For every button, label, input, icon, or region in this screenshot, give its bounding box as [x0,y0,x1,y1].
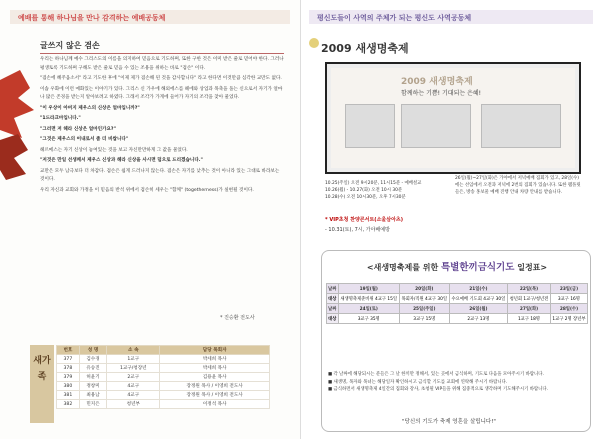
cell: 378 [57,364,80,373]
title-emphasis: 특별한끼금식기도 [441,262,515,273]
fasting-prayer-box [321,250,591,432]
table-row [57,364,270,373]
table-row [327,304,588,314]
right-page [300,0,600,439]
maple-leaf-decoration [0,70,38,190]
cell: 377 [57,355,80,364]
prayer-instructions [328,371,586,394]
date-cell: 27일(화) [508,304,551,314]
cell: 장정원 목사 / 이영희 전도사 [160,382,270,391]
table-row [57,373,270,382]
author: * 진승환 전도사 [220,315,255,321]
fasting-prayer-title: <새생명축제를 위한 특별한끼금식기도 일정표> [366,262,548,273]
cell: 유승진 [79,364,106,373]
table-row [327,294,588,304]
col-header: 성 명 [79,346,106,355]
quote: "저것은 만일 선생께서 제우스 신상과 헤라 신상을 사시면 덤으로 드리겠습니다." [40,158,203,163]
target-cell: 1교구 2명 장년부 [550,314,587,324]
target-cell: 1교구 18명 [508,314,551,324]
date-cell: 21일(수) [449,284,507,294]
row-label: 대상 [327,294,339,304]
col-header: 담당 목회자 [160,346,270,355]
target-cell: 2교구 13명 [449,314,507,324]
bullet-item: ■ 각 날짜에 해당되시는 분들은 그 날 한끼만 정해서, 있는 곳에서 금식하며, 기도로 다음을 모아주시기 바랍니다. [328,372,544,377]
target-cell: 3교구 16명 [550,294,587,304]
title-post: 일정표 [517,263,541,272]
festival-poster [325,62,581,174]
col-header: 소 속 [107,346,160,355]
table-row [57,355,270,364]
column-title: 글쓰지 않은 겸손 [40,40,284,54]
cell: 민지은 [79,400,106,409]
target-cell: 3교구 15명 [399,314,449,324]
row-label: 날짜 [327,284,339,294]
target-cell: 3교구 35명 [338,314,399,324]
cell: 381 [57,391,80,400]
left-header: 예배를 통해 하나님을 만나 감격하는 예배공동체 [10,10,290,24]
cell: 2교구 [107,373,160,382]
vip-concert-note: * VIP초청 찬양콘서트(소울삼아츠) [325,217,404,223]
cell: 김수경 [79,355,106,364]
bullet-text: 새생명, 목자와 목녀는 해당일자 확인하시고 금식할 기도를 교회에 연락해 주시기 바랍니다. [333,379,508,385]
festival-description: 26일(월)~27일(화)은 가야에서 저녁예배 집회가 있고, 28일(수)에는 선임에서 오전과 저녁에 2번의 집회가 있습니다. 또한 팸플릿들은, 방송 홍보물 예배 진행 안내 차량 안내를 받습니다. [455,176,581,195]
info-line: 10.28(수) 오전 10시30분, 오후 7시30분 [325,195,406,200]
date-cell: 22일(목) [508,284,551,294]
festival-schedule-info [325,180,449,201]
paragraph: 헤르메스는 자기 신상이 놓여있는 것을 보고 자신만만하게 그 값을 물었다. [40,147,188,153]
poster-photo [345,104,395,148]
paragraph: 우리 자신과 교회와 가정을 이 믿음의 반석 위에서 겸손히 세우는 "함께" (togetherness)가 실현될 것이다. [40,187,254,193]
col-header: 번호 [57,346,80,355]
bullet-text: 금식하면서 새생명축제 4일간의 집회와 강사, 초청될 VIP들을 위해 집중적으로 생각하며 기도해주시기 바랍니다. [333,387,549,392]
table-row [57,400,270,409]
quote: "그러면 저 헤라 신상은 얼마인가요?" [40,126,116,132]
poster-subtitle: 함께하는 기쁨! 기대되는 은혜! [401,90,482,97]
date-cell: 25일(주일) [399,304,449,314]
poster-photo [481,104,561,148]
target-cell: 목회자/직원 4교구 30일 [399,294,449,304]
poster-title: 2009 새생명축제 [401,77,473,87]
info-line: 10.25(주일) 오전 9시20분, 11시15분 - 예배설교 [325,181,422,186]
target-cell: 수요예배 기도회 4교구 30일 [449,294,507,304]
table-row [327,284,588,294]
bullet-item: ■ 새생명, 목자와 목녀는 해당일자 확인하시고 금식할 기도를 교회에 연락해 주시기 바랍니다. [328,379,508,385]
poster-photo [401,104,471,148]
new-family-table [56,345,270,409]
festival-title: 2009 새생명축제 [321,42,409,55]
cell: 청년부 [107,400,160,409]
fasting-schedule-table [326,283,588,324]
table-row [57,391,270,400]
cell: 김용윤 목사 [160,373,270,382]
info-line: 10.26(월) - 10.27(화) 오전 10시 30분 [325,188,403,193]
date-cell: 28일(수) [550,304,587,314]
target-cell: 청년회 1교구/청년전 [508,294,551,304]
new-family-label: 새가족 [30,345,54,423]
poster-inner [331,68,575,168]
column-body [40,56,284,197]
row-label: 대상 [327,314,339,324]
bullet-text: 각 날짜에 해당되시는 분들은 그 날 한끼만 정해서, 있는 곳에서 금식하며, 기도로 다음을 모아주시기 바랍니다. [333,372,544,377]
date-cell: 19일(월) [338,284,399,294]
date-cell: 20일(화) [399,284,449,294]
cell: 박세희 목사 [160,364,270,373]
date-cell: 24일(토) [338,304,399,314]
cell: 1교구 [107,355,160,364]
right-header: 평신도들이 사역의 주체가 되는 평신도 사역공동체 [309,10,593,24]
vip-concert-date: - 10.31(토), 7시, 가야배예방 [325,227,390,233]
bullet-item: ■ 금식하면서 새생명축제 4일간의 집회와 강사, 초청될 VIP들을 위해 집중적으로 생각하며 기도해주시기 바랍니다. [328,387,549,392]
target-cell: 새생명축제준비위 4교구 15일 [338,294,399,304]
cell: 382 [57,400,80,409]
table-row [57,382,270,391]
cell: 4교구 [107,391,160,400]
date-cell: 23일(금) [550,284,587,294]
cell: 379 [57,373,80,382]
paragraph: 이솝 우화에 이런 예화있는 이야기가 있다. 그리스 신 가우에 해외에스를 헤에와 상업과 목축을 돌는 신으로서 자기가 얼마나 많은 존경을 받는지 알아보려고 하였다. 그래서 조각가 가게에 들어가 자기의 조각을 찾아 물었다. [40,86,283,100]
closing-quote: "당신의 기도가 축제 영혼을 살립니다!" [402,419,496,425]
cell: 정창미 [79,382,106,391]
quote: "그것은 제우스의 어내로서 좀 더 비쌉니다" [40,137,129,142]
cell: 박세희 목사 [160,355,270,364]
title-pre: 새생명축제를 위한 [373,263,439,272]
date-cell: 26일(월) [449,304,507,314]
cell: 최용남 [79,391,106,400]
table-row [327,314,588,324]
cell: 4교구 [107,382,160,391]
paragraph: "겸손에 혜주옵소서" 라고 기도한 후에 "이제 제가 겸손해 된 것을 감사합니다" 라고 한다면 이것만큼 심각한 교만도 없다. [40,76,282,81]
cell: 장정원 목사 / 이영희 전도사 [160,391,270,400]
flower-icon [309,38,319,48]
quote: "1드라크마입니다." [40,116,81,121]
cell: 1교구/청장년 [107,364,160,373]
paragraph: 교만은 모두 남극보다 더 차갑다. 겸손은 쉽게 드러나지 않는다. 겸손은 자기를 낮추는 것이 아니라 있는 그대로 바라보는 것이다. [40,168,280,182]
row-label: 날짜 [327,304,339,314]
quote: "이 우상이 아버지 제우스의 신상은 얼마입니까?" [40,105,140,111]
paragraph: 우리는 하나님께 예수 그리스도의 이름을 의지하여 믿음으로 기도하며, 또한 구한 것은 이미 받은 줄로 믿어야 한다. 그러나 평생토록 기도하며 구해도 받은 줄로 믿음 수 있는 조용을 위하는 바로 "겸손" 이다. [40,57,284,71]
cell: 이정석 목사 [160,400,270,409]
cell: 380 [57,382,80,391]
cell: 허윤기 [79,373,106,382]
